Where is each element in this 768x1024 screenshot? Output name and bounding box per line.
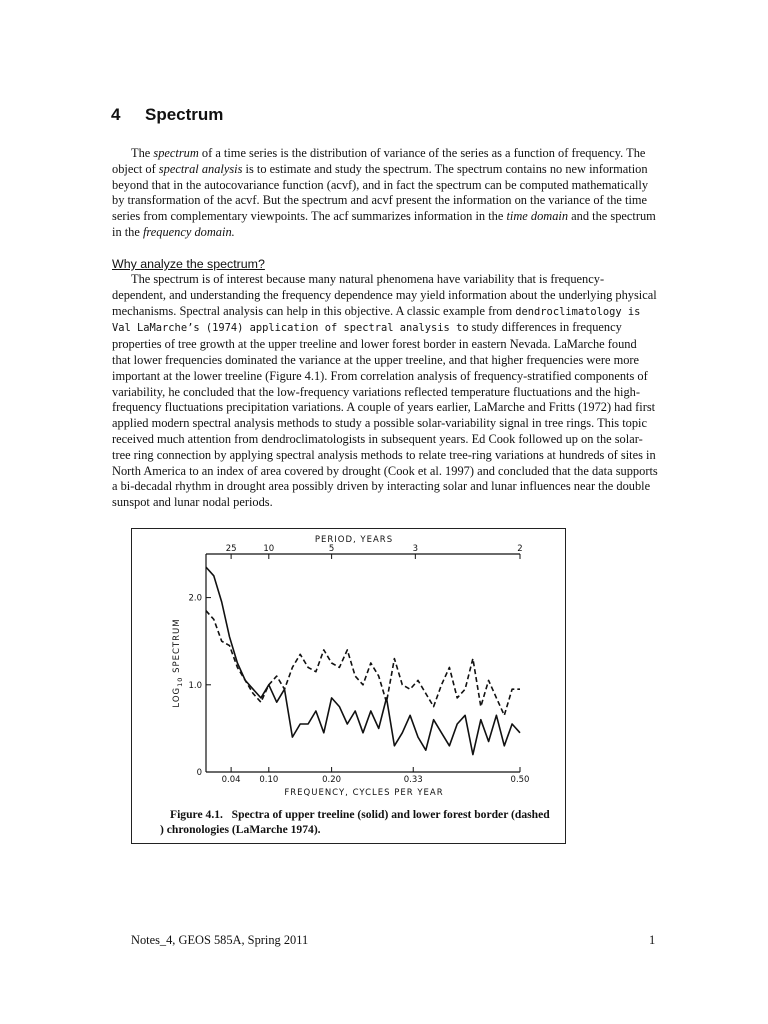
x-tick-label: 0.20 <box>322 775 342 785</box>
body-paragraph <box>112 272 658 511</box>
section-number: 4 <box>111 105 121 124</box>
page-number: 1 <box>649 933 656 947</box>
term-time-domain: time domain <box>506 209 569 224</box>
text-run: is to estimate and study the spectrum. The spectrum contains no new information beyond that in the autocovariance function (acvf), and in fact the spectrum can be computed mathematically by transformation of the acvf. But the spectrum and acvf present the information on the variance of the time series from complementary viewpoints. The acf summarizes information in the <box>112 161 649 224</box>
text-run: The spectrum is of interest because many natural phenomena have variability that is frequency-dependent, and understanding the frequency dependence may yield information about the underlying physical mechanisms. Spectral analysis can help in this objective. A classic example from <box>112 272 657 318</box>
x-tick-label: 0.50 <box>510 775 530 785</box>
period-tick-label: 3 <box>412 544 419 554</box>
subheading: Why analyze the spectrum? <box>112 257 265 271</box>
caption-text: Spectra of upper treeline (solid) and lower forest border (dashed ) chronologies (LaMarche 1974). <box>160 808 550 836</box>
y-axis-label: $LOG_{10}$ SPECTRUM <box>172 618 184 708</box>
text-run: The <box>131 146 154 160</box>
period-axis-title: PERIOD, YEARS <box>314 535 394 545</box>
footer-notes: Notes_4, GEOS 585A, Spring 2011 <box>131 933 309 947</box>
y-tick-label: 0 <box>196 768 202 778</box>
figure-box <box>131 528 566 844</box>
text-run: of a time series is the distribution of variance of the series as a function of frequency. The object of <box>112 146 646 176</box>
period-tick-label: 10 <box>263 544 275 554</box>
figure-caption <box>160 807 550 837</box>
text-run-mono: dendroclimatology is Val LaMarche’s (1974) application of spectral analysis to <box>112 305 641 335</box>
text-run: and the spectrum in the <box>112 209 656 239</box>
x-tick-label: 0.10 <box>259 775 279 785</box>
spectrum-chart <box>132 529 565 843</box>
term-spectrum: spectrum <box>153 146 199 160</box>
term-frequency-domain: frequency domain. <box>142 224 235 239</box>
intro-paragraph <box>112 146 658 241</box>
period-tick-label: 5 <box>328 544 335 554</box>
section-heading <box>111 105 223 125</box>
y-tick-label: 1.0 <box>188 680 202 691</box>
series-line-lower-forest-border <box>206 611 520 716</box>
x-tick-label: 0.04 <box>221 775 241 785</box>
section-title: Spectrum <box>145 105 224 124</box>
x-tick-label: 0.33 <box>403 775 423 785</box>
x-axis-label: FREQUENCY, CYCLES PER YEAR <box>284 788 444 798</box>
period-tick-label: 2 <box>517 544 523 554</box>
y-tick-label: 2.0 <box>188 593 202 604</box>
text-run: study differences in frequency properties of tree growth at the upper treeline and lower forest border in eastern Nevada. LaMarche found that lower frequencies dominated the variance at the upper treeline, and that higher frequencies were more important at the lower treeline (Figure 4.1). From correlation analysis of frequency-stratified components of variability, he concluded that the low-frequency variations reflected temperature fluctuations and the high-frequency fluctuations precipitation variations. A couple of years earlier, LaMarche and Fritts (1972) had first applied modern spectral analysis methods to study a possible solar-variability signal in tree rings. This topic received much attention from dendroclimatologists in subsequent years. Ed Cook followed up on the solar-tree ring connection by applying spectral analysis methods to relate tree-ring variations at hundreds of sites in North America to an index of area covered by drought (Cook et al. 1997) and concluded that the data supports a bi-decadal rhythm in drought area possibly driven by interacting solar and lunar influences near the double sunspot and lunar nodal periods. <box>112 320 658 510</box>
period-tick-label: 25 <box>225 544 237 554</box>
term-spectral-analysis: spectral analysis <box>158 161 243 176</box>
caption-label: Figure 4.1. <box>170 808 223 821</box>
